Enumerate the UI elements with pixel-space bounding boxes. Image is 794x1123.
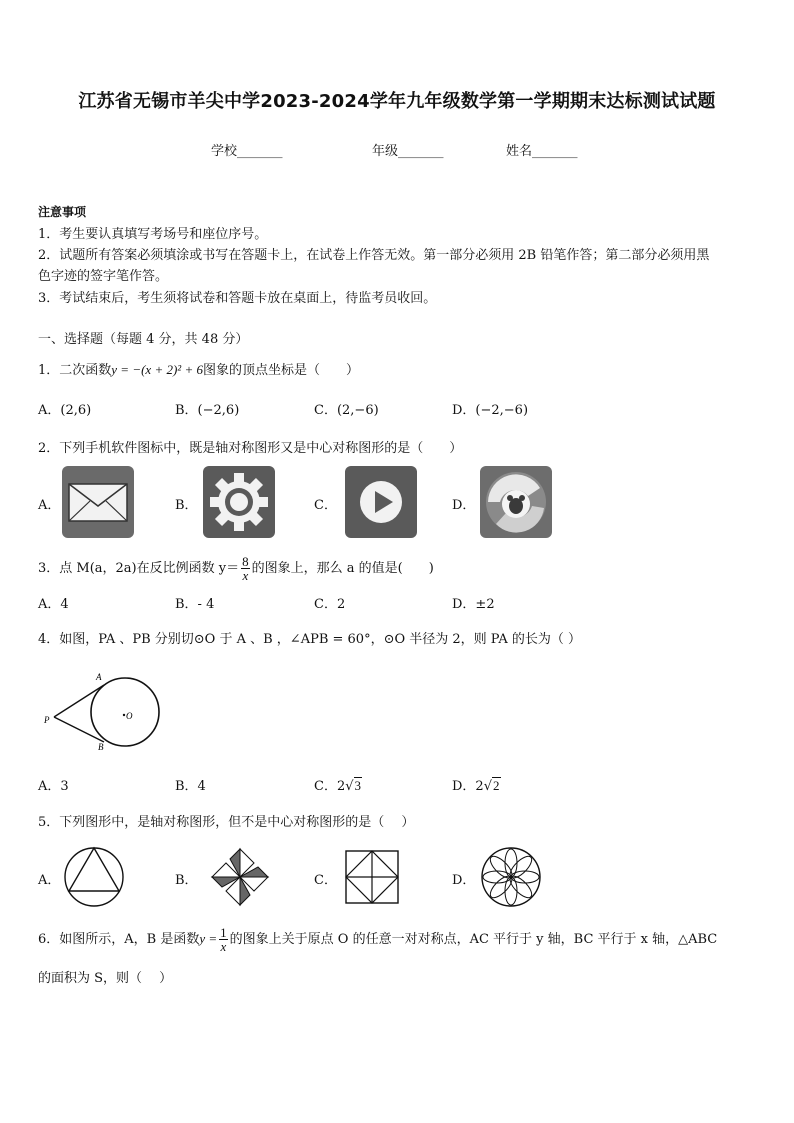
pinwheel-figure (207, 846, 273, 908)
q2-label-c[interactable]: C． (314, 498, 337, 513)
name-field: 姓名_______ (506, 144, 578, 159)
q4-option-b[interactable]: B．4 (175, 779, 206, 794)
q4-optd-root: 2 (493, 778, 500, 793)
q6-y: y = (199, 931, 218, 946)
question-5: 5．下列图形中，是轴对称图形，但不是中心对称图形的是（ ） (38, 815, 415, 830)
tangent-circle-figure (40, 668, 170, 753)
q6-prefix: 6．如图所示，A，B 是函数 (38, 932, 200, 947)
notes-heading: 注意事项 (38, 205, 87, 219)
label-p: P (44, 715, 50, 725)
school-field: 学校_______ (211, 144, 283, 159)
q5-label-b[interactable]: B． (175, 873, 198, 888)
q2-label-d[interactable]: D． (452, 498, 476, 513)
q1-option-c[interactable]: C．(2,−6) (314, 403, 379, 418)
note-1: 1．考生要认真填写考场号和座位序号。 (38, 227, 268, 242)
q6-frac-den: x (220, 939, 227, 954)
q4-optc-prefix: C．2 (314, 779, 346, 794)
q5-label-d[interactable]: D． (452, 873, 476, 888)
q3-frac-den: x (242, 568, 249, 583)
note-2-cont: 色字迹的签字笔作答。 (38, 269, 169, 284)
question-1 (38, 359, 359, 378)
q1-suffix: 图象的顶点坐标是（ ） (202, 363, 359, 378)
section-heading: 一、选择题（每题 4 分，共 48 分） (38, 332, 249, 347)
q2-label-a[interactable]: A． (38, 498, 61, 513)
q4-optc-root: 3 (354, 778, 362, 793)
q1-option-d[interactable]: D．(−2,−6) (452, 403, 529, 418)
q6-frac-num: 1 (220, 925, 227, 940)
q3-suffix: 的图象上，那么 a 的值是( ) (251, 561, 434, 576)
q3-option-d[interactable]: D．±2 (452, 597, 495, 612)
q3-fraction (241, 555, 250, 582)
q6-fraction (219, 926, 228, 953)
q1-option-a[interactable]: A．(2,6) (38, 403, 92, 418)
circle-triangle-figure (63, 846, 125, 908)
q5-label-c[interactable]: C． (314, 873, 337, 888)
q3-option-a[interactable]: A．4 (38, 597, 69, 612)
label-b: B (98, 742, 104, 752)
q3-option-b[interactable]: B．- 4 (175, 597, 215, 612)
label-a: A (96, 672, 102, 682)
grade-field: 年级_______ (372, 144, 444, 159)
note-3: 3．考试结束后，考生须将试卷和答题卡放在桌面上，待监考员收回。 (38, 291, 437, 306)
flower-figure (480, 846, 542, 908)
q4-option-c[interactable]: C．2√3 (314, 778, 362, 794)
q3-frac-num: 8 (242, 554, 249, 569)
question-2: 2．下列手机软件图标中，既是轴对称图形又是中心对称图形的是（ ） (38, 441, 463, 456)
question-6 (38, 926, 717, 953)
page-title: 江苏省无锡市羊尖中学2023-2024学年九年级数学第一学期期末达标测试试题 (78, 91, 716, 112)
q1-prefix: 1．二次函数 (38, 363, 112, 378)
play-icon (345, 466, 417, 538)
note-2: 2．试题所有答案必须填涂或书写在答题卡上，在试卷上作答无效。第一部分必须用 2B 铅笔作答；第二部分必须用黑 (38, 248, 710, 263)
q4-option-d[interactable]: D．2√2 (452, 778, 500, 794)
logo-icon (480, 466, 552, 538)
q4-optd-prefix: D．2 (452, 779, 484, 794)
q4-option-a[interactable]: A．3 (38, 779, 69, 794)
q2-label-b[interactable]: B． (175, 498, 198, 513)
q6-suffix: 的图象上关于原点 O 的任意一对对称点，AC 平行于 y 轴，BC 平行于 x 轴，△ABC (229, 932, 718, 947)
square-diamond-figure (344, 849, 400, 905)
envelope-icon (62, 466, 134, 538)
question-3 (38, 555, 434, 582)
q1-option-b[interactable]: B．(−2,6) (175, 403, 240, 418)
q3-option-c[interactable]: C．2 (314, 597, 346, 612)
q3-prefix: 3．点 M(a，2a)在反比例函数 y＝ (38, 561, 240, 576)
q5-label-a[interactable]: A． (38, 873, 61, 888)
question-4: 4．如图，PA 、PB 分别切⊙O 于 A 、B ，∠APB = 60°，⊙O 半径为 2，则 PA 的长为（ ） (38, 632, 582, 647)
label-o: O (126, 711, 133, 721)
q1-formula: y = −(x + 2)² + 6 (111, 362, 203, 377)
gear-icon (203, 466, 275, 538)
question-6-cont: 的面积为 S，则（ ） (38, 971, 173, 986)
